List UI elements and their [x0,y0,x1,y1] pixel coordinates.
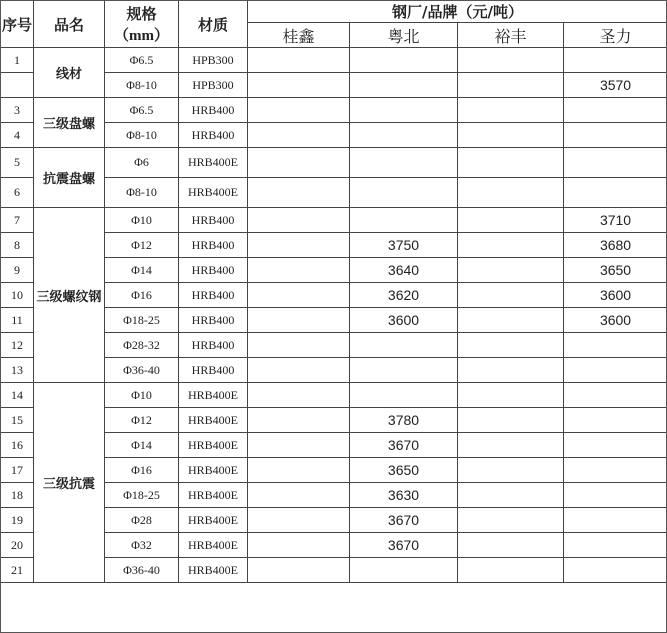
row-material: HRB400E [179,458,248,483]
price-yufeng [458,48,564,73]
price-guixin [248,458,350,483]
row-seq: 19 [1,508,34,533]
table-row [1,48,667,73]
row-seq: 18 [1,483,34,508]
row-material: HRB400E [179,178,248,208]
price-yufeng [458,533,564,558]
price-yuebei: 3750 [350,233,458,258]
product-name: 三级抗震 [34,383,105,583]
row-material: HRB400E [179,533,248,558]
price-yufeng [458,73,564,98]
price-yufeng [458,208,564,233]
header-spec-unit: （mm） [114,28,169,44]
row-spec: Φ14 [105,433,179,458]
row-seq: 12 [1,333,34,358]
header-spec-label: 规格 [126,5,157,23]
price-guixin [248,148,350,178]
price-yuebei: 3650 [350,458,458,483]
row-material: HPB300 [179,73,248,98]
price-yuebei [350,333,458,358]
header-name: 品名 [34,1,105,48]
row-spec: Φ36-40 [105,358,179,383]
row-seq: 5 [1,148,34,178]
price-yufeng [458,233,564,258]
row-seq: 6 [1,178,34,208]
row-seq: 1 [1,48,34,73]
row-material: HRB400 [179,308,248,333]
row-material: HRB400E [179,408,248,433]
header-brand-yuebei: 粤北 [350,23,458,48]
row-seq: 14 [1,383,34,408]
price-shengli: 3680 [564,233,667,258]
price-shengli: 3650 [564,258,667,283]
row-spec: Φ32 [105,533,179,558]
price-guixin [248,508,350,533]
row-spec: Φ28-32 [105,333,179,358]
price-shengli [564,148,667,178]
price-yuebei: 3630 [350,483,458,508]
row-seq: 13 [1,358,34,383]
price-yufeng [458,308,564,333]
price-shengli: 3710 [564,208,667,233]
price-shengli [564,333,667,358]
price-yuebei: 3600 [350,308,458,333]
price-yuebei: 3640 [350,258,458,283]
price-yufeng [458,558,564,583]
row-spec: Φ10 [105,208,179,233]
row-spec: Φ12 [105,408,179,433]
row-spec: Φ6.5 [105,48,179,73]
row-material: HRB400 [179,283,248,308]
price-shengli [564,458,667,483]
price-yufeng [458,333,564,358]
row-seq: 7 [1,208,34,233]
price-shengli: 3600 [564,283,667,308]
price-yufeng [458,178,564,208]
header-material: 材质 [179,1,248,48]
price-guixin [248,178,350,208]
price-guixin [248,48,350,73]
price-shengli [564,408,667,433]
price-guixin [248,98,350,123]
row-seq: 17 [1,458,34,483]
price-shengli [564,358,667,383]
row-seq: 8 [1,233,34,258]
row-spec: Φ16 [105,458,179,483]
row-material: HRB400 [179,233,248,258]
price-yuebei [350,383,458,408]
price-guixin [248,383,350,408]
price-yufeng [458,123,564,148]
row-material: HRB400E [179,558,248,583]
row-material: HRB400E [179,148,248,178]
price-yuebei [350,98,458,123]
row-material: HRB400 [179,258,248,283]
row-material: HRB400 [179,208,248,233]
price-shengli [564,98,667,123]
price-shengli [564,433,667,458]
row-material: HRB400E [179,383,248,408]
row-spec: Φ16 [105,283,179,308]
price-yuebei: 3780 [350,408,458,433]
header-seq: 序号 [1,1,34,48]
row-spec: Φ18-25 [105,308,179,333]
product-name: 三级盘螺 [34,98,105,148]
table-row [1,383,667,408]
row-seq: 3 [1,98,34,123]
row-spec: Φ8-10 [105,178,179,208]
price-yuebei [350,148,458,178]
price-yufeng [458,283,564,308]
row-material: HRB400 [179,98,248,123]
price-yuebei: 3670 [350,433,458,458]
price-shengli [564,383,667,408]
price-shengli [564,178,667,208]
table-body [1,48,667,583]
row-spec: Φ18-25 [105,483,179,508]
price-guixin [248,233,350,258]
row-seq: 20 [1,533,34,558]
row-spec: Φ14 [105,258,179,283]
product-name: 抗震盘螺 [34,148,105,208]
price-shengli [564,48,667,73]
price-yufeng [458,508,564,533]
table-row [1,148,667,178]
row-material: HRB400E [179,508,248,533]
row-seq: 10 [1,283,34,308]
price-shengli [564,508,667,533]
header-spec [105,1,179,48]
price-yuebei: 3670 [350,533,458,558]
header-brand-shengli: 圣力 [564,23,667,48]
row-seq: 11 [1,308,34,333]
header-brand-group: 钢厂/品牌（元/吨） [248,1,667,23]
price-yuebei [350,178,458,208]
price-guixin [248,358,350,383]
price-yuebei [350,48,458,73]
price-shengli [564,483,667,508]
product-name: 线材 [34,48,105,98]
row-material: HRB400E [179,433,248,458]
row-material: HRB400 [179,358,248,383]
row-material: HRB400E [179,483,248,508]
price-yuebei [350,208,458,233]
row-seq: 21 [1,558,34,583]
price-guixin [248,283,350,308]
price-guixin [248,123,350,148]
row-material: HPB300 [179,48,248,73]
price-shengli [564,533,667,558]
row-spec: Φ12 [105,233,179,258]
price-yuebei [350,73,458,98]
row-seq: 9 [1,258,34,283]
table-row [1,98,667,123]
row-spec: Φ10 [105,383,179,408]
price-guixin [248,208,350,233]
price-guixin [248,258,350,283]
row-seq [1,73,34,98]
row-material: HRB400 [179,123,248,148]
price-guixin [248,308,350,333]
price-shengli [564,123,667,148]
price-shengli: 3570 [564,73,667,98]
product-name: 三级螺纹钢 [34,208,105,383]
price-yufeng [458,433,564,458]
row-seq: 16 [1,433,34,458]
price-yufeng [458,458,564,483]
row-spec: Φ8-10 [105,73,179,98]
row-spec: Φ36-40 [105,558,179,583]
price-guixin [248,483,350,508]
row-spec: Φ28 [105,508,179,533]
price-guixin [248,558,350,583]
price-yufeng [458,98,564,123]
price-yufeng [458,358,564,383]
row-material: HRB400 [179,333,248,358]
price-guixin [248,533,350,558]
price-yuebei: 3620 [350,283,458,308]
price-guixin [248,333,350,358]
price-yufeng [458,258,564,283]
row-spec: Φ6 [105,148,179,178]
price-guixin [248,433,350,458]
row-spec: Φ6.5 [105,98,179,123]
row-spec: Φ8-10 [105,123,179,148]
price-yufeng [458,408,564,433]
row-seq: 4 [1,123,34,148]
table-row [1,208,667,233]
price-yuebei [350,358,458,383]
price-yufeng [458,483,564,508]
row-seq: 15 [1,408,34,433]
price-yufeng [458,383,564,408]
price-guixin [248,408,350,433]
price-yufeng [458,148,564,178]
header-brand-yufeng: 裕丰 [458,23,564,48]
header-brand-guixin: 桂鑫 [248,23,350,48]
price-yuebei: 3670 [350,508,458,533]
price-shengli [564,558,667,583]
price-shengli: 3600 [564,308,667,333]
price-yuebei [350,123,458,148]
price-guixin [248,73,350,98]
price-yuebei [350,558,458,583]
